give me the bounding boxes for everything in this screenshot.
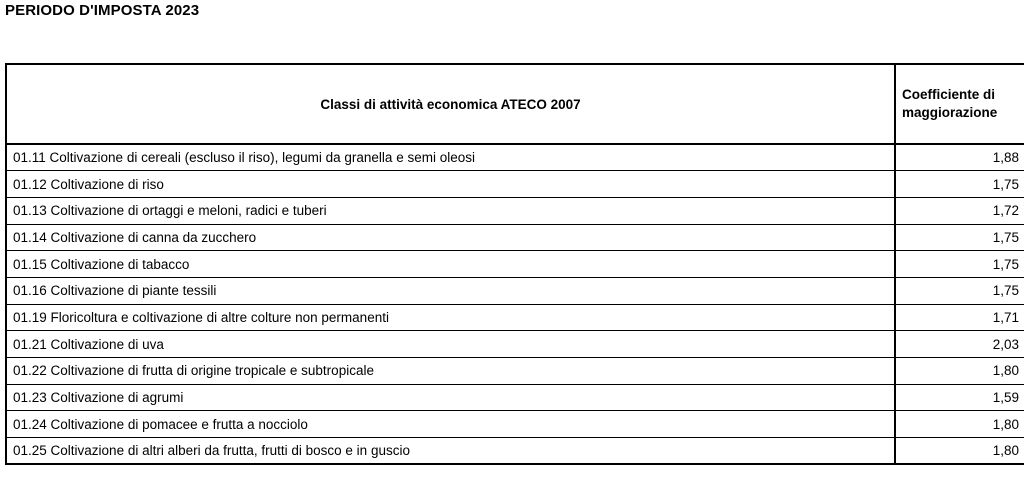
coefficient-cell: 2,03 bbox=[895, 331, 1024, 358]
activity-class-cell: 01.23 Coltivazione di agrumi bbox=[6, 384, 895, 411]
activity-class-cell: 01.12 Coltivazione di riso bbox=[6, 171, 895, 198]
table-row bbox=[6, 438, 1024, 465]
table-row bbox=[6, 304, 1024, 331]
coefficient-cell: 1,71 bbox=[895, 304, 1024, 331]
activity-class-cell: 01.14 Coltivazione di canna da zucchero bbox=[6, 224, 895, 251]
coefficient-cell: 1,88 bbox=[895, 144, 1024, 171]
table-row bbox=[6, 384, 1024, 411]
table-row bbox=[6, 411, 1024, 438]
table-row bbox=[6, 144, 1024, 171]
coefficient-cell: 1,72 bbox=[895, 197, 1024, 224]
table-row bbox=[6, 277, 1024, 304]
coefficient-cell: 1,59 bbox=[895, 384, 1024, 411]
activity-class-cell: 01.21 Coltivazione di uva bbox=[6, 331, 895, 358]
coefficient-cell: 1,80 bbox=[895, 438, 1024, 465]
table-row bbox=[6, 358, 1024, 385]
coefficient-cell: 1,80 bbox=[895, 358, 1024, 385]
activity-class-cell: 01.13 Coltivazione di ortaggi e meloni, radici e tuberi bbox=[6, 197, 895, 224]
header-coefficient: Coefficiente di maggiorazione bbox=[895, 64, 1024, 144]
coefficient-cell: 1,75 bbox=[895, 277, 1024, 304]
coefficient-cell: 1,75 bbox=[895, 224, 1024, 251]
coefficient-cell: 1,75 bbox=[895, 171, 1024, 198]
ateco-coefficient-table bbox=[5, 63, 1024, 465]
coefficient-cell: 1,75 bbox=[895, 251, 1024, 278]
activity-class-cell: 01.11 Coltivazione di cereali (escluso il riso), legumi da granella e semi oleosi bbox=[6, 144, 895, 171]
activity-class-cell: 01.25 Coltivazione di altri alberi da frutta, frutti di bosco e in guscio bbox=[6, 438, 895, 465]
table-row bbox=[6, 224, 1024, 251]
activity-class-cell: 01.15 Coltivazione di tabacco bbox=[6, 251, 895, 278]
activity-class-cell: 01.22 Coltivazione di frutta di origine tropicale e subtropicale bbox=[6, 358, 895, 385]
activity-class-cell: 01.19 Floricoltura e coltivazione di altre colture non permanenti bbox=[6, 304, 895, 331]
table-row bbox=[6, 197, 1024, 224]
coefficient-cell: 1,80 bbox=[895, 411, 1024, 438]
table-row bbox=[6, 251, 1024, 278]
activity-class-cell: 01.24 Coltivazione di pomacee e frutta a nocciolo bbox=[6, 411, 895, 438]
activity-class-cell: 01.16 Coltivazione di piante tessili bbox=[6, 277, 895, 304]
page-title: PERIODO D'IMPOSTA 2023 bbox=[5, 2, 200, 19]
table-header-row bbox=[6, 64, 1024, 144]
table-body bbox=[6, 144, 1024, 464]
table-row bbox=[6, 331, 1024, 358]
table-row bbox=[6, 171, 1024, 198]
header-activity-class: Classi di attività economica ATECO 2007 bbox=[6, 64, 895, 144]
